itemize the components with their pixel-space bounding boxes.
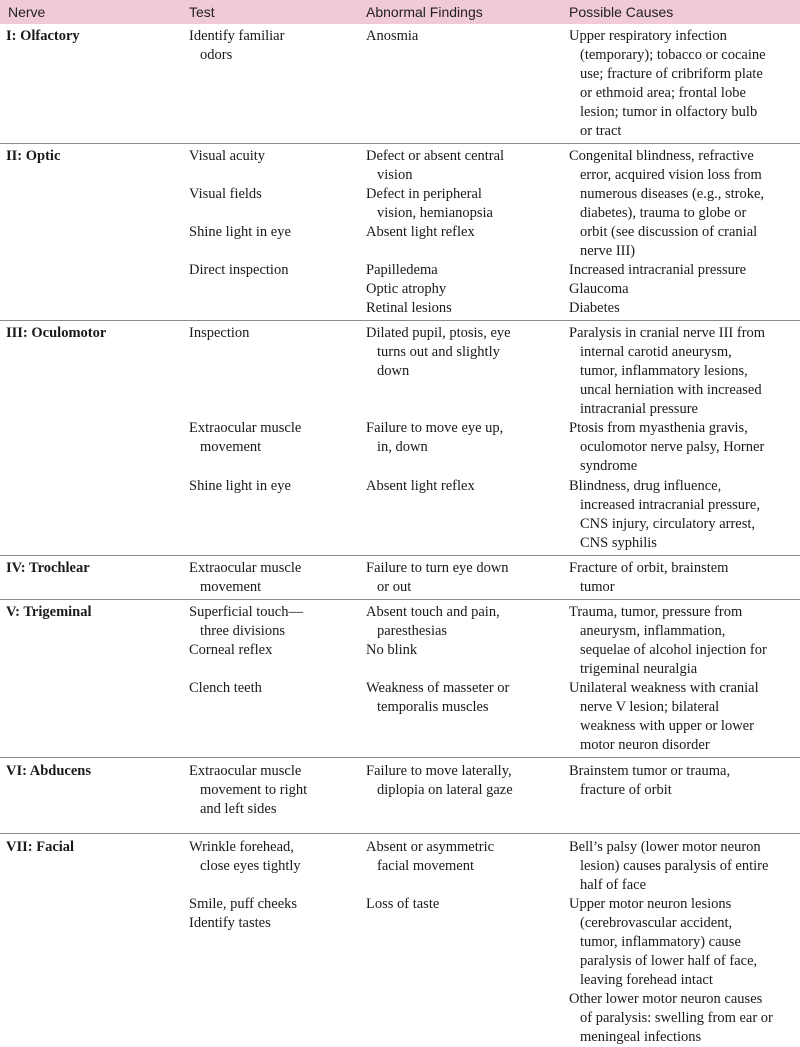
header-findings: Abnormal Findings [366,4,483,20]
optic-cause-diabetes: Diabetes [569,300,620,316]
abducens-cause: Brainstem tumor or trauma, fracture of orbit [569,763,731,798]
optic-finding-central-vision: Defect or absent central vision [366,148,505,183]
trigeminal-finding-blink: No blink [366,642,418,658]
oculomotor-finding-light-reflex: Absent light reflex [366,478,475,494]
oculomotor-cause-paralysis: Paralysis in cranial nerve III from internal carotid aneurysm, tumor, inflammatory lesions, uncal herniation with increased intracranial pressure [569,325,766,417]
optic-finding-atrophy: Optic atrophy [366,281,447,297]
trochlear-finding: Failure to turn eye down or out [366,560,509,595]
oculomotor-cause-blindness: Blindness, drug influence, increased intracranial pressure, CNS injury, circulatory arrest, CNS syphilis [569,478,760,551]
olfactory-finding: Anosmia [366,28,419,44]
row-divider [0,143,800,144]
oculomotor-finding-move: Failure to move eye up, in, down [366,420,504,455]
nerve-optic: II: Optic [6,148,61,164]
optic-finding-light-reflex: Absent light reflex [366,224,475,240]
nerve-abducens: VI: Abducens [6,763,92,779]
facial-test-smile: Smile, puff cheeks [189,896,298,912]
row-divider [0,555,800,556]
trochlear-cause: Fracture of orbit, brainstem tumor [569,560,729,595]
facial-cause-bells-palsy: Bell’s palsy (lower motor neuron lesion) causes paralysis of entire half of face [569,839,769,893]
nerve-olfactory: I: Olfactory [6,28,80,44]
oculomotor-test-eom: Extraocular muscle movement [189,420,302,455]
oculomotor-cause-ptosis: Ptosis from myasthenia gravis, oculomotor nerve palsy, Horner syndrome [569,420,765,474]
facial-finding-movement: Absent or asymmetric facial movement [366,839,495,874]
trigeminal-cause-weakness: Unilateral weakness with cranial nerve V lesion; bilateral weakness with upper or lower motor neuron disorder [569,680,759,753]
nerve-trochlear: IV: Trochlear [6,560,90,576]
nerve-facial: VII: Facial [6,839,75,855]
optic-test-visual-fields: Visual fields [189,186,262,202]
optic-cause-glaucoma: Glaucoma [569,281,629,297]
abducens-finding: Failure to move laterally, diplopia on lateral gaze [366,763,513,798]
trigeminal-finding-weakness: Weakness of masseter or temporalis muscles [366,680,510,715]
oculomotor-finding-dilated: Dilated pupil, ptosis, eye turns out and slightly down [366,325,511,379]
optic-cause-blindness: Congenital blindness, refractive error, acquired vision loss from numerous diseases (e.g., stroke, diabetes), trauma to globe or orbit (see discussion of cranial nerve III) [569,148,765,259]
oculomotor-test-light: Shine light in eye [189,478,291,494]
oculomotor-test-inspection: Inspection [189,325,250,341]
header-nerve: Nerve [8,4,46,20]
abducens-test: Extraocular muscle movement to right and left sides [189,763,308,817]
header-causes: Possible Causes [569,4,674,20]
trochlear-test: Extraocular muscle movement [189,560,302,595]
facial-cause-lower-motor: Other lower motor neuron causes of paralysis: swelling from ear or meningeal infections [569,991,773,1045]
header-test: Test [189,4,215,20]
row-divider [0,599,800,600]
trigeminal-cause-trauma: Trauma, tumor, pressure from aneurysm, inflammation, sequelae of alcohol injection for trigeminal neuralgia [569,604,767,677]
optic-finding-peripheral: Defect in peripheral vision, hemianopsia [366,186,493,221]
facial-test-taste: Identify tastes [189,915,271,931]
optic-finding-retinal: Retinal lesions [366,300,452,316]
optic-finding-papilledema: Papilledema [366,262,438,278]
row-divider [0,833,800,834]
trigeminal-test-corneal: Corneal reflex [189,642,273,658]
olfactory-test: Identify familiar odors [189,28,285,63]
trigeminal-test-clench: Clench teeth [189,680,262,696]
facial-test-forehead: Wrinkle forehead, close eyes tightly [189,839,301,874]
table-header [0,0,800,24]
optic-test-visual-acuity: Visual acuity [189,148,266,164]
nerve-trigeminal: V: Trigeminal [6,604,92,620]
optic-test-light: Shine light in eye [189,224,291,240]
optic-test-inspection: Direct inspection [189,262,289,278]
row-divider [0,757,800,758]
row-divider [0,320,800,321]
olfactory-cause: Upper respiratory infection (temporary); tobacco or cocaine use; fracture of cribriform plate or ethmoid area; frontal lobe lesion; tumor in olfactory bulb or tract [569,28,766,139]
optic-cause-icp: Increased intracranial pressure [569,262,747,278]
facial-cause-upper-motor: Upper motor neuron lesions (cerebrovascular accident, tumor, inflammatory) cause paralysis of lower half of face, leaving forehead intact [569,896,758,988]
facial-finding-taste: Loss of taste [366,896,440,912]
trigeminal-finding-touch: Absent touch and pain, paresthesias [366,604,500,639]
trigeminal-test-touch: Superficial touch— three divisions [189,604,303,639]
nerve-oculomotor: III: Oculomotor [6,325,107,341]
